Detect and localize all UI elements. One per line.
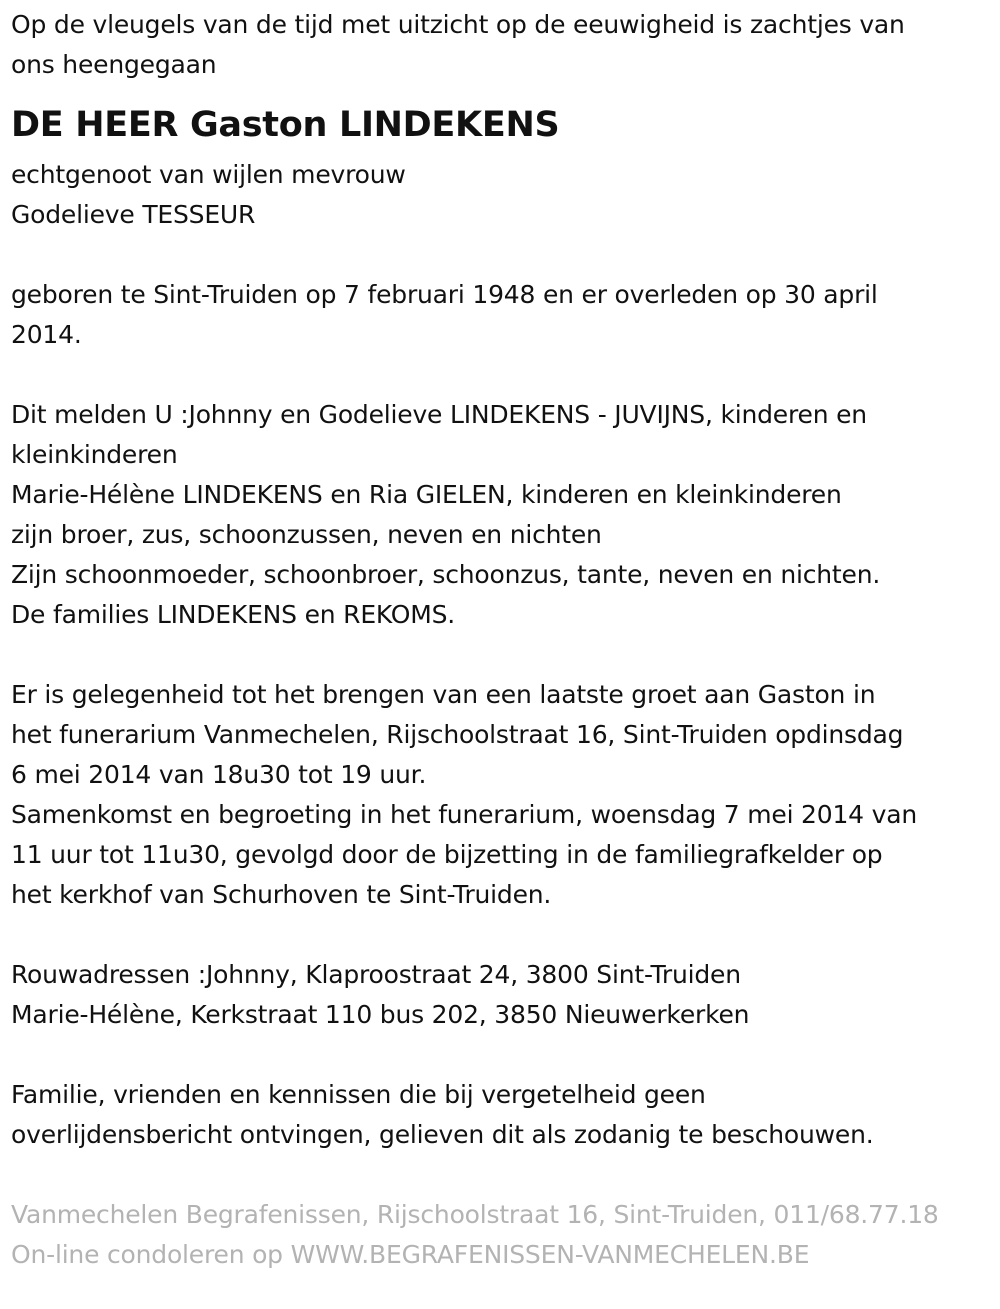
notice-section	[11, 1075, 996, 1155]
ceremony-line: het kerkhof van Schurhoven te Sint-Truiden.	[11, 880, 552, 909]
addresses-section	[11, 955, 996, 1035]
family-line: Zijn schoonmoeder, schoonbroer, schoonzus, tante, neven en nichten.	[11, 560, 881, 589]
intro-line: Op de vleugels van de tijd met uitzicht op de eeuwigheid is zachtjes van	[11, 10, 905, 39]
deceased-name: DE HEER Gaston LINDEKENS	[11, 105, 560, 145]
spacer	[11, 635, 996, 675]
family-line: De families LINDEKENS en REKOMS.	[11, 600, 456, 629]
ceremony-line: het funerarium Vanmechelen, Rijschoolstraat 16, Sint-Truiden opdinsdag	[11, 720, 904, 749]
ceremony-line: Er is gelegenheid tot het brengen van een laatste groet aan Gaston in	[11, 680, 876, 709]
spacer	[11, 1155, 996, 1195]
intro-line: ons heengegaan	[11, 50, 217, 79]
ceremony-line: Samenkomst en begroeting in het funerarium, woensdag 7 mei 2014 van	[11, 800, 917, 829]
spacer	[11, 355, 996, 395]
spacer	[11, 915, 996, 955]
ceremony-line: 6 mei 2014 van 18u30 tot 19 uur.	[11, 760, 427, 789]
notice-line: overlijdensbericht ontvingen, gelieven dit als zodanig te beschouwen.	[11, 1120, 874, 1149]
ceremony-section	[11, 675, 996, 915]
birth-death-line: 2014.	[11, 320, 82, 349]
family-line: kleinkinderen	[11, 440, 178, 469]
footer-line: Vanmechelen Begrafenissen, Rijschoolstraat 16, Sint-Truiden, 011/68.77.18	[11, 1200, 939, 1229]
spouse-section	[11, 155, 996, 235]
obituary-document	[11, 5, 996, 1275]
address-line: Marie-Hélène, Kerkstraat 110 bus 202, 3850 Nieuwerkerken	[11, 1000, 750, 1029]
family-section	[11, 395, 996, 635]
spouse-line: echtgenoot van wijlen mevrouw	[11, 160, 406, 189]
family-line: Marie-Hélène LINDEKENS en Ria GIELEN, kinderen en kleinkinderen	[11, 480, 842, 509]
footer-line: On-line condoleren op WWW.BEGRAFENISSEN-VANMECHELEN.BE	[11, 1240, 810, 1269]
birth-death-line: geboren te Sint-Truiden op 7 februari 1948 en er overleden op 30 april	[11, 280, 878, 309]
birth-death-section	[11, 275, 996, 355]
funeral-home-footer	[11, 1195, 996, 1275]
spacer	[11, 235, 996, 275]
ceremony-line: 11 uur tot 11u30, gevolgd door de bijzetting in de familiegrafkelder op	[11, 840, 883, 869]
spouse-line: Godelieve TESSEUR	[11, 200, 256, 229]
notice-line: Familie, vrienden en kennissen die bij vergetelheid geen	[11, 1080, 706, 1109]
family-line: Dit melden U :Johnny en Godelieve LINDEKENS - JUVIJNS, kinderen en	[11, 400, 867, 429]
address-line: Rouwadressen :Johnny, Klaproostraat 24, 3800 Sint-Truiden	[11, 960, 741, 989]
family-line: zijn broer, zus, schoonzussen, neven en nichten	[11, 520, 602, 549]
spacer	[11, 1035, 996, 1075]
intro-section	[11, 5, 996, 85]
